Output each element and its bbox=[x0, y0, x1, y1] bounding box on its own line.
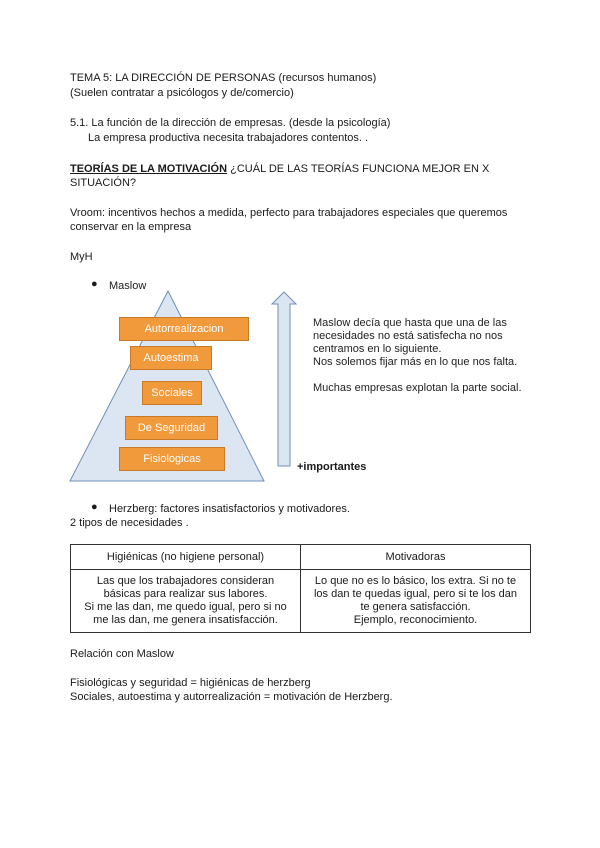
section-text: La empresa productiva necesita trabajadores contentos. . bbox=[88, 132, 369, 144]
motivation-heading-line2: SITUACIÓN? bbox=[70, 177, 137, 189]
table-header-row bbox=[71, 545, 531, 570]
pyramid-level-autorrealizacion: Autorrealizacion bbox=[119, 317, 249, 341]
maslow-note-line2: necesidades no está satisfecha no nos bbox=[313, 330, 503, 342]
two-types-label: 2 tipos de necesidades . bbox=[70, 517, 189, 529]
pyramid-level-fisiologicas: Fisiologicas bbox=[119, 447, 225, 471]
maslow-note-line1: Maslow decía que hasta que una de las bbox=[313, 317, 507, 329]
arrow-label: +importantes bbox=[297, 461, 367, 473]
up-arrow-icon bbox=[270, 290, 300, 468]
pyramid-level-sociales: Sociales bbox=[142, 381, 202, 405]
myh-label: MyH bbox=[70, 251, 93, 263]
cell-line: básicas para realizar sus labores. bbox=[103, 588, 268, 600]
cell-line: te genera satisfacción. bbox=[360, 601, 471, 613]
motivation-heading bbox=[70, 162, 489, 176]
cell-line: Ejemplo, reconocimiento. bbox=[353, 614, 478, 626]
maslow-note-line5: Muchas empresas explotan la parte social. bbox=[313, 382, 522, 394]
vroom-line2: conservar en la empresa bbox=[70, 221, 192, 233]
motivation-heading-rest: ¿CUÁL DE LAS TEORÍAS FUNCIONA MEJOR EN X bbox=[227, 163, 490, 175]
bullet-dot-icon: ● bbox=[91, 501, 98, 513]
table-row bbox=[71, 570, 531, 633]
table-header-higienicas: Higiénicas (no higiene personal) bbox=[71, 545, 301, 570]
maslow-note-line4: Nos solemos fijar más en lo que nos falta. bbox=[313, 356, 518, 368]
document-title: TEMA 5: LA DIRECCIÓN DE PERSONAS (recursos humanos) bbox=[70, 72, 377, 84]
relation-line2: Sociales, autoestima y autorrealización = motivación de Herzberg. bbox=[70, 691, 393, 703]
herzberg-bullet: Herzberg: factores insatisfactorios y motivadores. bbox=[109, 503, 350, 515]
relation-title: Relación con Maslow bbox=[70, 648, 174, 660]
cell-line: me las dan, me genera insatisfacción. bbox=[93, 614, 278, 626]
cell-line: Lo que no es lo básico, los extra. Si no te bbox=[314, 575, 517, 587]
document-subtitle: (Suelen contratar a psicólogos y de/comercio) bbox=[70, 87, 294, 99]
pyramid-level-autoestima: Autoestima bbox=[130, 346, 212, 370]
cell-line: los dan te quedas igual, pero si te los dan bbox=[313, 588, 518, 600]
relation-line1: Fisiológicas y seguridad = higiénicas de herzberg bbox=[70, 677, 311, 689]
cell-line: Si me las dan, me quedo igual, pero si no bbox=[84, 601, 287, 613]
vroom-line1: Vroom: incentivos hechos a medida, perfecto para trabajadores especiales que queremos bbox=[70, 207, 508, 219]
section-title: 5.1. La función de la dirección de empresas. (desde la psicología) bbox=[70, 117, 391, 129]
pyramid-level-seguridad: De Seguridad bbox=[125, 416, 218, 440]
table-header-motivadoras: Motivadoras bbox=[301, 545, 531, 570]
cell-line: Las que los trabajadores consideran bbox=[96, 575, 275, 587]
table-cell-higienicas bbox=[71, 570, 301, 633]
maslow-bullet: Maslow bbox=[109, 280, 147, 292]
table-cell-motivadoras bbox=[301, 570, 531, 633]
maslow-note-line3: centramos en lo siguiente. bbox=[313, 343, 442, 355]
motivation-heading-bold: TEORÍAS DE LA MOTIVACIÓN bbox=[70, 163, 228, 175]
bullet-dot-icon: ● bbox=[91, 278, 98, 290]
herzberg-table bbox=[70, 544, 531, 633]
